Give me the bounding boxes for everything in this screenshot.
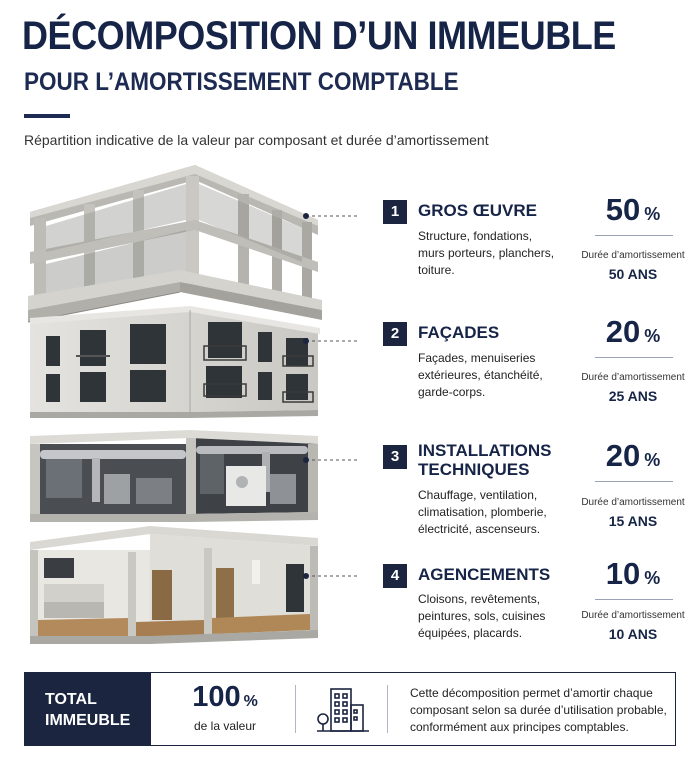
city-buildings-icon xyxy=(315,685,373,733)
component-title: FAÇADES xyxy=(418,323,500,342)
percent-divider xyxy=(595,357,673,358)
total-label: TOTAL IMMEUBLE xyxy=(45,691,131,729)
percent-divider xyxy=(595,235,673,236)
duration-label: Durée d’amortissement xyxy=(581,372,685,383)
component-desc-line: Cloisons, revêtements, xyxy=(418,592,541,606)
component-desc-line: électricité, ascenseurs. xyxy=(418,522,541,536)
duration-value: 50 ANS xyxy=(608,266,658,282)
exploded-building-illustration xyxy=(0,160,360,660)
component-desc-line: peintures, sols, cuisines xyxy=(418,609,546,623)
level-facades xyxy=(30,306,320,418)
total-summary-box xyxy=(24,672,676,746)
component-installations xyxy=(383,438,685,543)
page-title: DÉCOMPOSITION D’UN IMMEUBLE xyxy=(22,14,616,58)
total-percent-caption: de la valeur xyxy=(193,719,257,733)
component-title: AGENCEMENTS xyxy=(418,565,551,584)
component-gros-oeuvre xyxy=(383,192,685,290)
component-percent: 20 % xyxy=(605,438,661,473)
total-explanation-line: Cette décomposition permet d’amortir chaque xyxy=(410,686,653,700)
component-desc-line: murs porteurs, planchers, xyxy=(418,246,555,260)
total-explanation-line: conformément aux principes comptables. xyxy=(410,720,629,734)
level-structure xyxy=(28,165,322,322)
component-number-badge: 3 xyxy=(383,445,407,469)
component-title: INSTALLATIONS xyxy=(418,441,552,460)
level-installations xyxy=(30,430,318,522)
component-facades xyxy=(383,314,685,412)
duration-value: 10 ANS xyxy=(608,626,658,642)
total-explanation-line: composant selon sa durée d’utilisation probable, xyxy=(410,703,667,717)
component-number-badge: 2 xyxy=(383,322,407,346)
component-desc-line: équipées, placards. xyxy=(418,626,523,640)
component-desc-line: extérieures, étanchéité, xyxy=(418,368,543,382)
intro-text: Répartition indicative de la valeur par composant et durée d’amortissement xyxy=(24,132,489,148)
total-percent: 100 % xyxy=(192,681,258,713)
level-interior xyxy=(30,526,318,644)
divider xyxy=(295,685,296,733)
component-title-line2: TECHNIQUES xyxy=(418,460,530,479)
percent-divider xyxy=(595,481,673,482)
component-desc-line: garde-corps. xyxy=(418,385,486,399)
component-title: GROS ŒUVRE xyxy=(418,201,538,220)
duration-label: Durée d’amortissement xyxy=(581,610,685,621)
component-desc-line: Façades, menuiseries xyxy=(418,351,536,365)
component-desc-line: climatisation, plomberie, xyxy=(418,505,547,519)
component-number-badge: 1 xyxy=(383,200,407,224)
duration-label: Durée d’amortissement xyxy=(581,250,685,261)
title-underline xyxy=(24,114,70,118)
divider xyxy=(387,685,388,733)
total-label-panel xyxy=(25,673,151,745)
percent-divider xyxy=(595,599,673,600)
total-explanation xyxy=(410,685,667,736)
duration-label: Durée d’amortissement xyxy=(581,497,685,508)
component-number-badge: 4 xyxy=(383,564,407,588)
component-desc-line: toiture. xyxy=(418,263,455,277)
component-percent: 10 % xyxy=(605,556,661,591)
component-desc-line: Chauffage, ventilation, xyxy=(418,488,538,502)
page-subtitle: POUR L’AMORTISSEMENT COMPTABLE xyxy=(24,68,459,96)
duration-value: 25 ANS xyxy=(608,388,658,404)
component-agencements xyxy=(383,556,685,654)
component-desc-line: Structure, fondations, xyxy=(418,229,533,243)
component-percent: 50 % xyxy=(605,192,661,227)
duration-value: 15 ANS xyxy=(608,513,658,529)
component-percent: 20 % xyxy=(605,314,661,349)
